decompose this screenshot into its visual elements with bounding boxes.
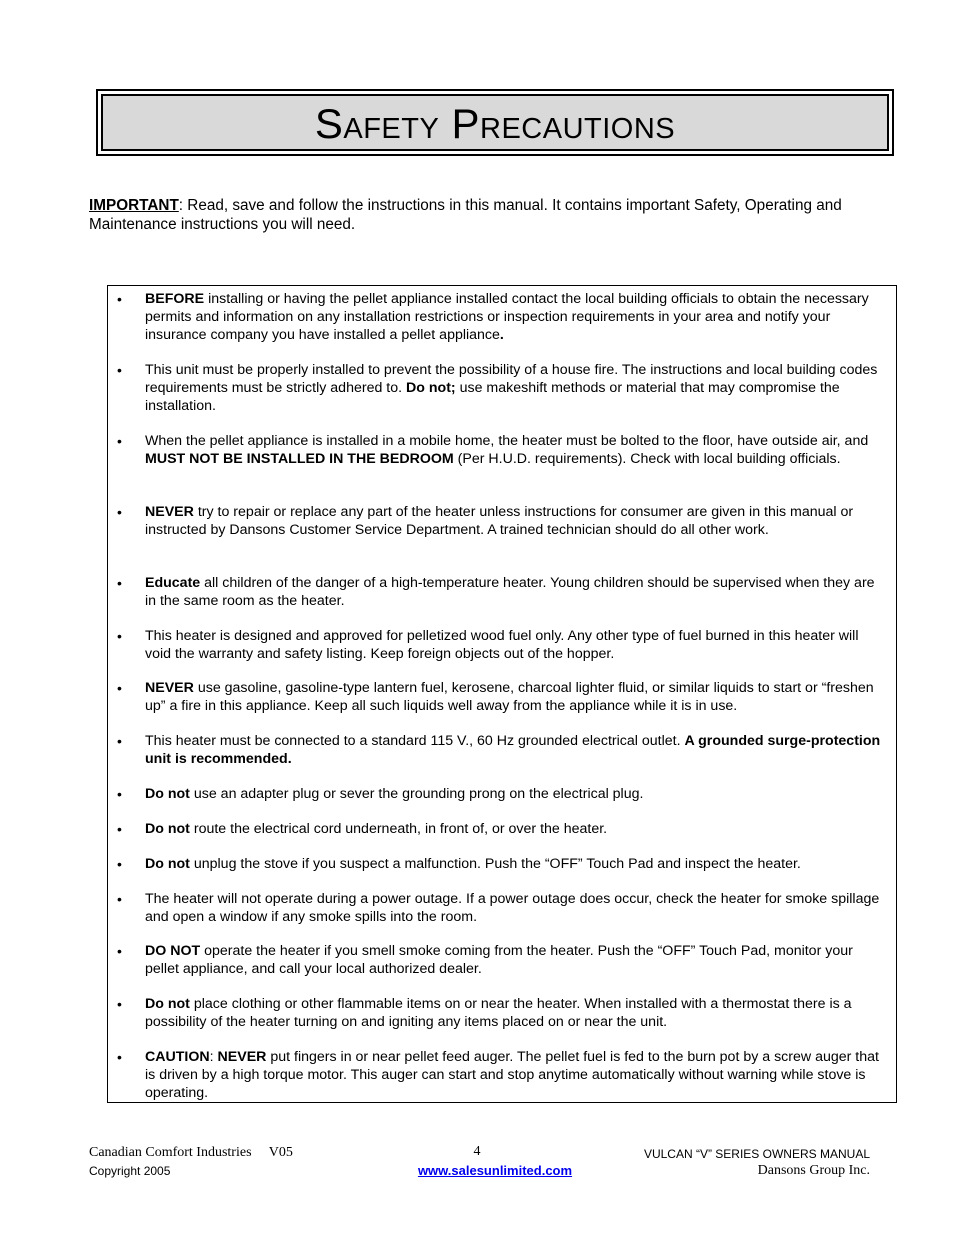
- page-title: Safety Precautions: [314, 99, 676, 147]
- title-box: [101, 94, 889, 151]
- title-frame: [96, 89, 894, 156]
- bullet: •: [117, 996, 122, 1012]
- list-item-text: Do not route the electrical cord underneath, in front of, or over the heater.: [145, 821, 608, 837]
- website-link[interactable]: www.salesunlimited.com: [417, 1163, 573, 1178]
- bullet: •: [117, 628, 122, 644]
- list-item-text: BEFORE installing or having the pellet appliance installed contact the local building officials to obtain the necessary permits and information on any installation restrictions or inspection requirements in your area and notify your insurance company you have installed a pellet appliance.: [145, 291, 869, 343]
- list-item-text: This heater is designed and approved for pelletized wood fuel only. Any other type of fuel burned in this heater will void the warranty and safety listing. Keep foreign objects out of the hopper.: [145, 628, 859, 662]
- bullet: •: [117, 1049, 122, 1065]
- list-item-text: Do not use an adapter plug or sever the grounding prong on the electrical plug.: [145, 786, 644, 802]
- bullet: •: [117, 575, 122, 591]
- footer-copyright: Copyright 2005: [89, 1164, 171, 1178]
- page-number: 4: [473, 1144, 481, 1159]
- list-item-text: Educate all children of the danger of a high-temperature heater. Young children should be supervised when they are in the same room as the heater.: [145, 575, 875, 609]
- bullet: •: [117, 680, 122, 696]
- list-item-text: Do not place clothing or other flammable items on or near the heater. When installed with a thermostat there is a possibility of the heater turning on and igniting any items placed on or near the unit.: [145, 996, 852, 1030]
- list-item-text: This unit must be properly installed to prevent the possibility of a house fire. The instructions and local building codes requirements must be strictly adhered to. Do not; use makeshift methods or material that may compromise the installation.: [145, 362, 878, 414]
- list-item-text: Do not unplug the stove if you suspect a malfunction. Push the “OFF” Touch Pad and inspect the heater.: [145, 856, 801, 872]
- bullet: •: [117, 821, 122, 837]
- list-item-text: DO NOT operate the heater if you smell smoke coming from the heater. Push the “OFF” Touch Pad, monitor your pellet appliance, and call your local authorized dealer.: [145, 943, 853, 977]
- bullet: •: [117, 504, 122, 520]
- footer-company: Canadian Comfort Industries V05: [89, 1145, 293, 1160]
- bullet: •: [117, 433, 122, 449]
- footer-group: Dansons Group Inc.: [757, 1163, 870, 1178]
- list-item-text: NEVER use gasoline, gasoline-type lantern fuel, kerosene, charcoal lighter fluid, or similar liquids to start or “freshen up” a fire in this appliance. Keep all such liquids well away from the appliance while it is in use.: [145, 680, 874, 714]
- list-item-text: When the pellet appliance is installed in a mobile home, the heater must be bolted to the floor, have outside air, and MUST NOT BE INSTALLED IN THE BEDROOM (Per H.U.D. requirements). Check with local building officials.: [145, 433, 869, 467]
- intro-text: : Read, save and follow the instructions in this manual. It contains important Safety, Operating and Maintenance instructions you will need.: [89, 197, 842, 233]
- precautions-box: [107, 285, 897, 1103]
- bullet: •: [117, 891, 122, 907]
- bullet: •: [117, 786, 122, 802]
- list-item-text: NEVER try to repair or replace any part of the heater unless instructions for consumer are given in this manual or instructed by Dansons Customer Service Department. A trained technician should do all other work.: [145, 504, 854, 538]
- intro-paragraph: [89, 196, 849, 234]
- footer-manual-title: VULCAN “V” SERIES OWNERS MANUAL: [643, 1147, 870, 1161]
- important-label: IMPORTANT: [89, 197, 179, 214]
- list-item-text: The heater will not operate during a power outage. If a power outage does occur, check the heater for smoke spillage and open a window if any smoke spills into the room.: [145, 891, 880, 925]
- bullet: •: [117, 291, 122, 307]
- bullet: •: [117, 856, 122, 872]
- list-item-text: This heater must be connected to a standard 115 V., 60 Hz grounded electrical outlet. A grounded surge-protection unit is recommended.: [145, 733, 881, 767]
- list-item-text: CAUTION: NEVER put fingers in or near pellet feed auger. The pellet fuel is fed to the burn pot by a screw auger that is driven by a high torque motor. This auger can start and stop anytime automatically without warning while stove is operating.: [145, 1049, 879, 1101]
- bullet: •: [117, 733, 122, 749]
- bullet: •: [117, 943, 122, 959]
- bullet: •: [117, 362, 122, 378]
